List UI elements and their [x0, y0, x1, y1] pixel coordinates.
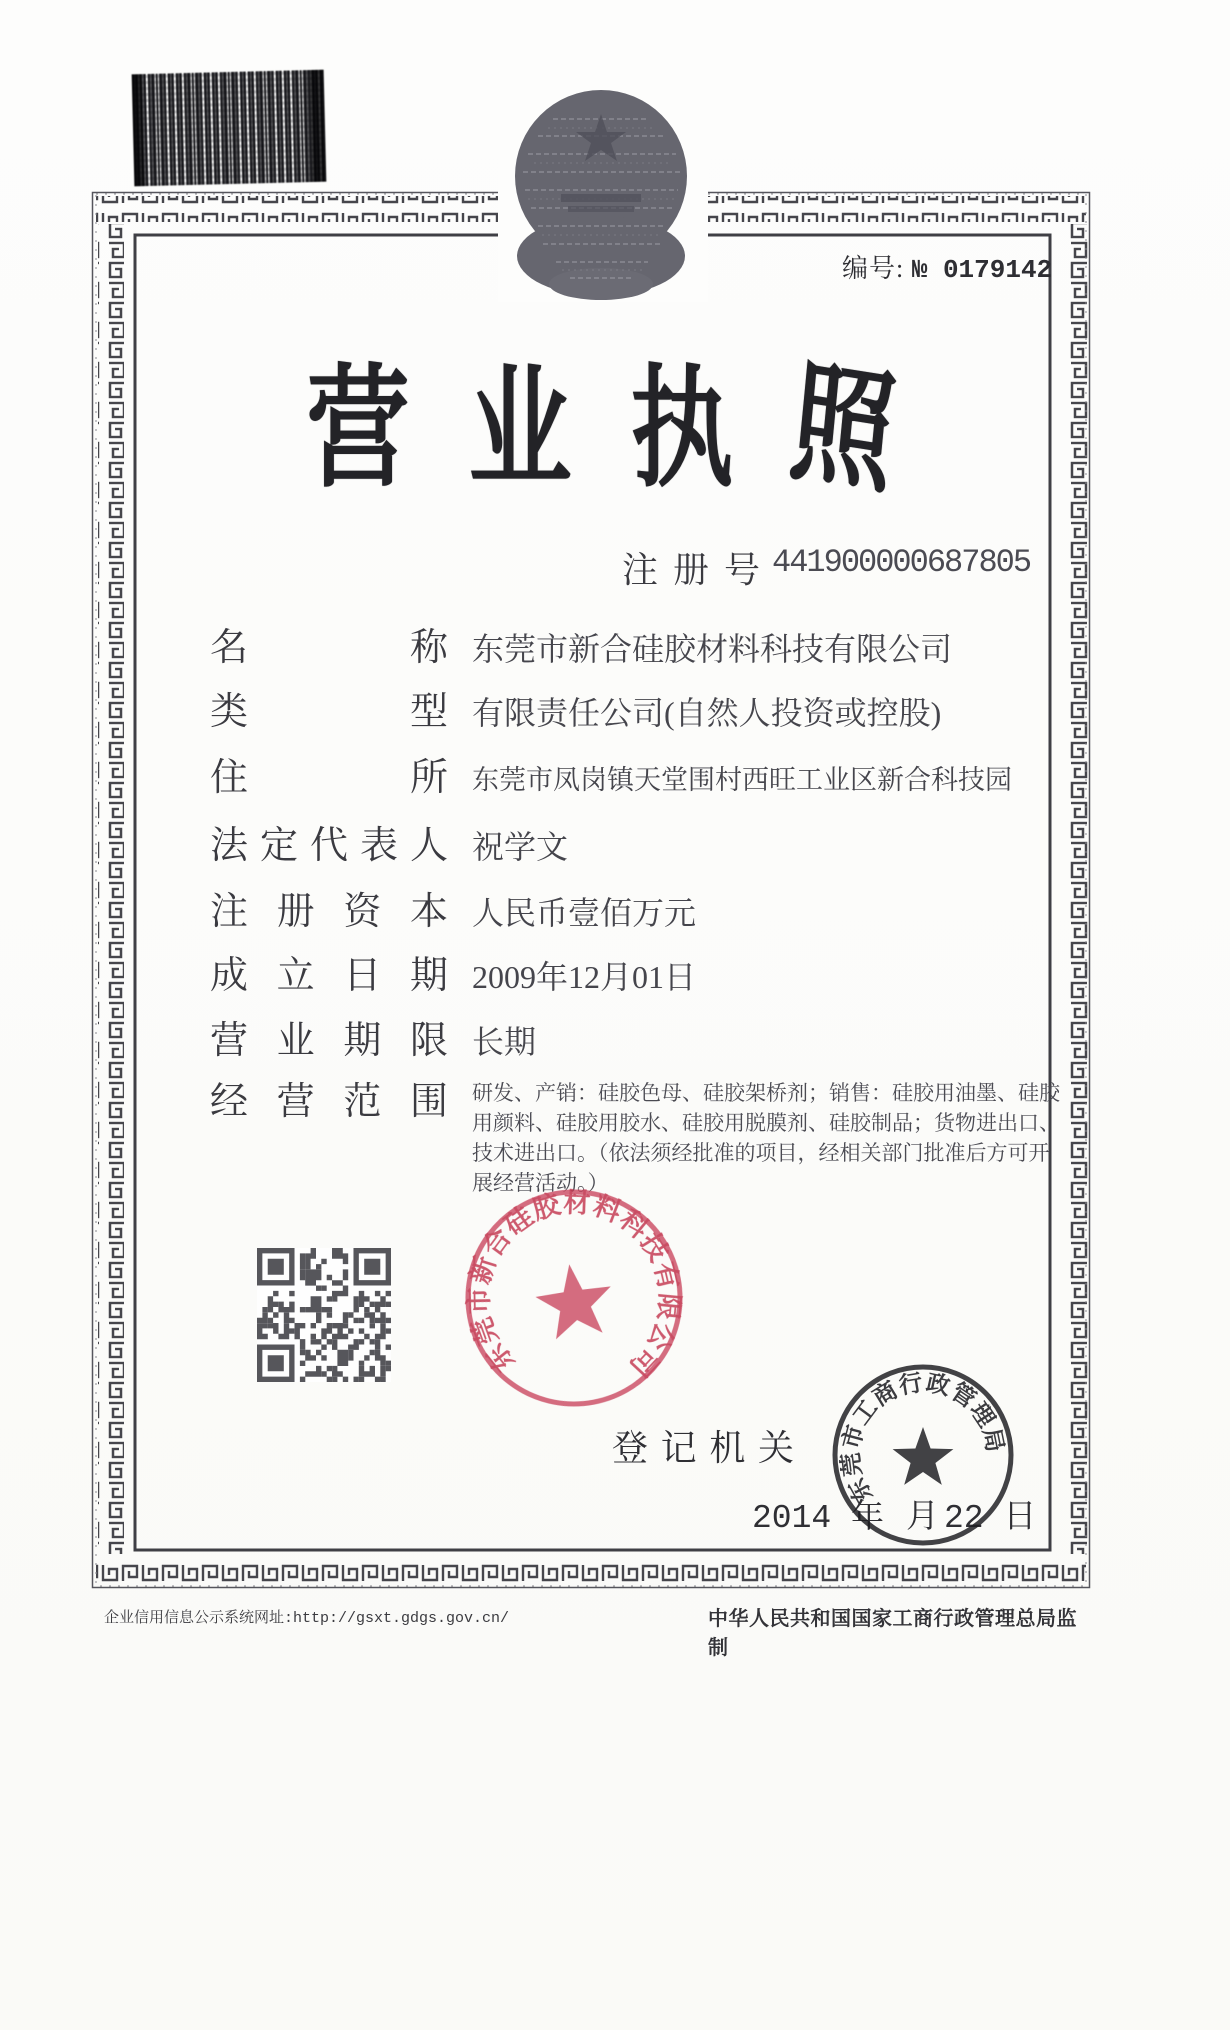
field-label: 营 业 期 限 [210, 1020, 448, 1062]
field-value: 有限责任公司(自然人投资或控股) [472, 695, 942, 731]
registry-date-month-label: 月 [906, 1500, 939, 1537]
footer-issuer: 中华人民共和国国家工商行政管理总局监制 [708, 1608, 1077, 1659]
registry-black-stamp [830, 1362, 1016, 1548]
registry-authority-label: 登 记 机 关 [612, 1428, 794, 1468]
field-value: 研发、产销：硅胶色母、硅胶架桥剂；销售：硅胶用油墨、硅胶用颜料、硅胶用胶水、硅胶用脱膜剂、硅胶制品；货物进出口、技术进出口。（依法须经批准的项目，经相关部门批准后方可开展经营活动。） [472, 1081, 1060, 1195]
field-label: 名 称 [210, 627, 448, 669]
field-value: 东莞市新合硅胶材料科技有限公司 [472, 631, 953, 667]
field-value: 长期 [472, 1024, 537, 1060]
serial-value: № 0179142 [911, 255, 1053, 285]
field-label: 注 册 资 本 [210, 891, 448, 933]
registration-number-label: 注 册 号 [622, 550, 760, 590]
field-value: 祝学文 [472, 829, 569, 865]
registration-number-line [0, 540, 1230, 590]
registry-date-day: 22 日 [944, 1500, 1037, 1537]
registry-stamp-text: 东莞市工商行政管理局 [837, 1369, 1009, 1508]
qr-code [257, 1248, 391, 1387]
registration-number-value: 441900000687805 [772, 544, 1031, 581]
registry-date-year: 2014 年 [752, 1500, 885, 1537]
serial-number-line [842, 248, 1052, 285]
footer-public-system-url: 企业信用信息公示系统网址:http://gsxt.gdgs.gov.cn/ [104, 1610, 510, 1627]
field-label: 法 定 代 表 人 [210, 825, 448, 867]
serial-label: 编号: [842, 254, 905, 283]
field-value: 东莞市凤岗镇天堂围村西旺工业区新合科技园 [472, 765, 1012, 795]
barcode [132, 70, 327, 187]
field-value: 人民币壹佰万元 [472, 895, 697, 931]
field-label: 类 型 [210, 691, 448, 733]
field-label: 经 营 范 围 [210, 1081, 448, 1123]
field-value: 2009年12月01日 [472, 959, 697, 995]
field-label: 成 立 日 期 [210, 955, 448, 997]
national-emblem-icon [498, 74, 708, 302]
company-seal-text: 东莞市新合硅胶材料科技有限公司 [463, 1187, 685, 1384]
license-title: 营 业 执 照 [306, 347, 901, 510]
field-label: 住 所 [210, 757, 448, 799]
company-red-seal [443, 1167, 705, 1429]
